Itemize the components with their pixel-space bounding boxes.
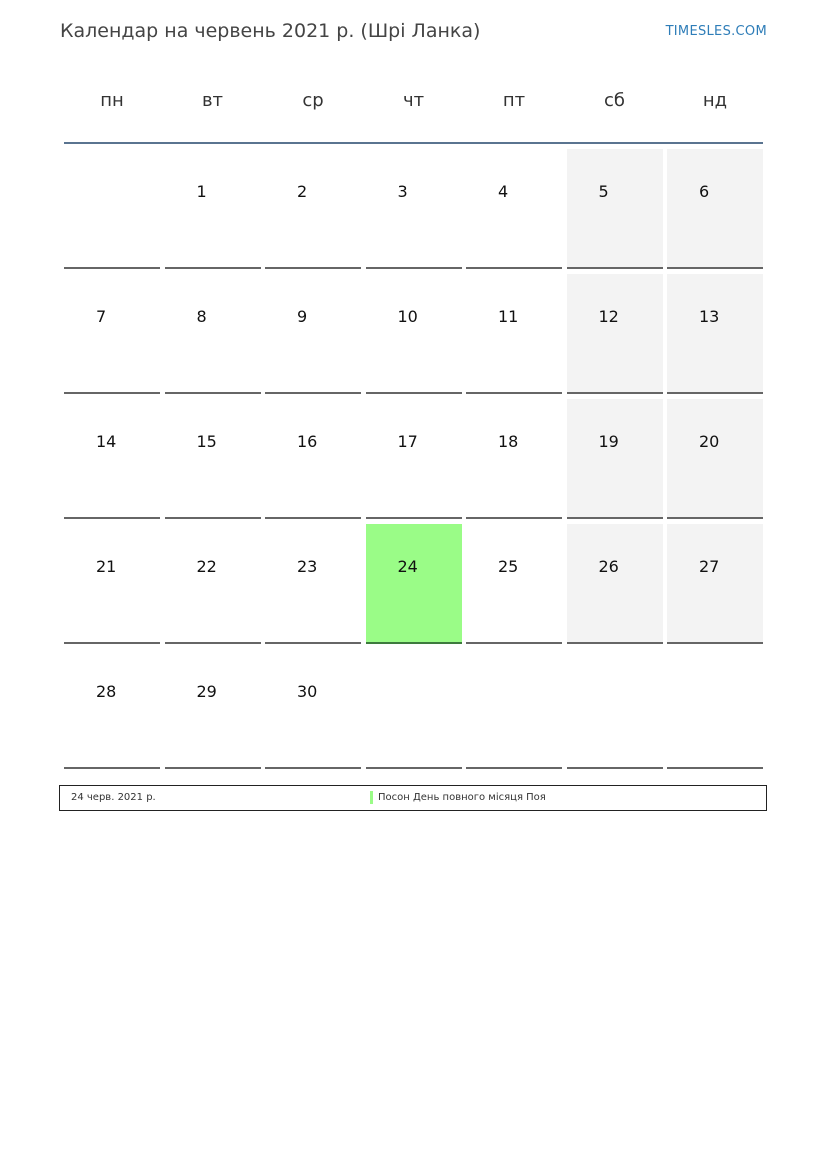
empty-day-cell xyxy=(667,649,763,769)
day-cell xyxy=(265,649,361,769)
day-cell xyxy=(64,274,160,394)
empty-day-cell xyxy=(366,649,462,769)
day-cell xyxy=(567,274,663,394)
weekday-sun: нд xyxy=(702,90,728,111)
day-number: 30 xyxy=(297,682,318,701)
day-number: 6 xyxy=(699,182,710,201)
day-number: 14 xyxy=(96,432,117,451)
day-number: 7 xyxy=(96,307,107,326)
day-number: 4 xyxy=(498,182,509,201)
day-number: 13 xyxy=(699,307,720,326)
day-cell xyxy=(165,274,261,394)
day-cell xyxy=(165,399,261,519)
day-cell xyxy=(366,524,462,644)
day-number: 29 xyxy=(196,682,217,701)
day-number: 17 xyxy=(397,432,418,451)
day-number: 3 xyxy=(397,182,408,201)
site-link[interactable]: TIMESLES.COM xyxy=(665,24,767,39)
empty-day-cell xyxy=(567,649,663,769)
day-cell xyxy=(667,399,763,519)
holiday-legend xyxy=(59,785,767,811)
day-cell xyxy=(466,149,562,269)
day-number: 10 xyxy=(397,307,418,326)
calendar-grid xyxy=(64,149,766,770)
day-number: 19 xyxy=(598,432,619,451)
day-number: 23 xyxy=(297,557,318,576)
day-number: 28 xyxy=(96,682,117,701)
day-cell xyxy=(165,649,261,769)
day-cell xyxy=(265,274,361,394)
day-number: 15 xyxy=(196,432,217,451)
weekday-tue: вт xyxy=(201,90,224,111)
day-cell xyxy=(567,524,663,644)
weekday-sat: сб xyxy=(604,90,625,111)
day-number: 2 xyxy=(297,182,308,201)
day-cell xyxy=(466,399,562,519)
day-cell xyxy=(265,149,361,269)
day-cell xyxy=(366,149,462,269)
day-cell xyxy=(165,524,261,644)
day-cell xyxy=(265,524,361,644)
day-number: 11 xyxy=(498,307,519,326)
day-cell xyxy=(165,149,261,269)
day-number: 1 xyxy=(196,182,207,201)
page-title: Календар на червень 2021 р. (Шрі Ланка) xyxy=(60,20,481,42)
day-cell xyxy=(667,524,763,644)
day-cell xyxy=(466,274,562,394)
day-cell xyxy=(265,399,361,519)
holiday-color-marker xyxy=(370,791,373,804)
day-number: 12 xyxy=(598,307,619,326)
day-cell xyxy=(567,399,663,519)
day-number: 24 xyxy=(397,557,418,576)
weekday-wed: ср xyxy=(302,90,324,111)
day-cell xyxy=(567,149,663,269)
day-number: 27 xyxy=(699,557,720,576)
header-divider xyxy=(64,142,763,144)
day-number: 9 xyxy=(297,307,308,326)
day-number: 18 xyxy=(498,432,519,451)
day-number: 25 xyxy=(498,557,519,576)
day-cell xyxy=(667,149,763,269)
day-number: 16 xyxy=(297,432,318,451)
day-number: 5 xyxy=(598,182,609,201)
day-cell xyxy=(366,399,462,519)
day-cell xyxy=(64,524,160,644)
day-cell xyxy=(466,524,562,644)
weekday-fri: пт xyxy=(502,90,526,111)
day-number: 21 xyxy=(96,557,117,576)
day-cell xyxy=(64,399,160,519)
holiday-date: 24 черв. 2021 р. xyxy=(71,792,156,803)
day-cell xyxy=(64,649,160,769)
weekday-header-row xyxy=(64,90,763,120)
day-number: 8 xyxy=(196,307,207,326)
empty-day-cell xyxy=(64,149,160,269)
holiday-name: Посон День повного місяця Поя xyxy=(378,792,546,803)
empty-day-cell xyxy=(466,649,562,769)
day-number: 26 xyxy=(598,557,619,576)
weekday-thu: чт xyxy=(402,90,425,111)
day-cell xyxy=(366,274,462,394)
day-number: 20 xyxy=(699,432,720,451)
day-number: 22 xyxy=(196,557,217,576)
day-cell xyxy=(667,274,763,394)
weekday-mon: пн xyxy=(100,90,124,111)
